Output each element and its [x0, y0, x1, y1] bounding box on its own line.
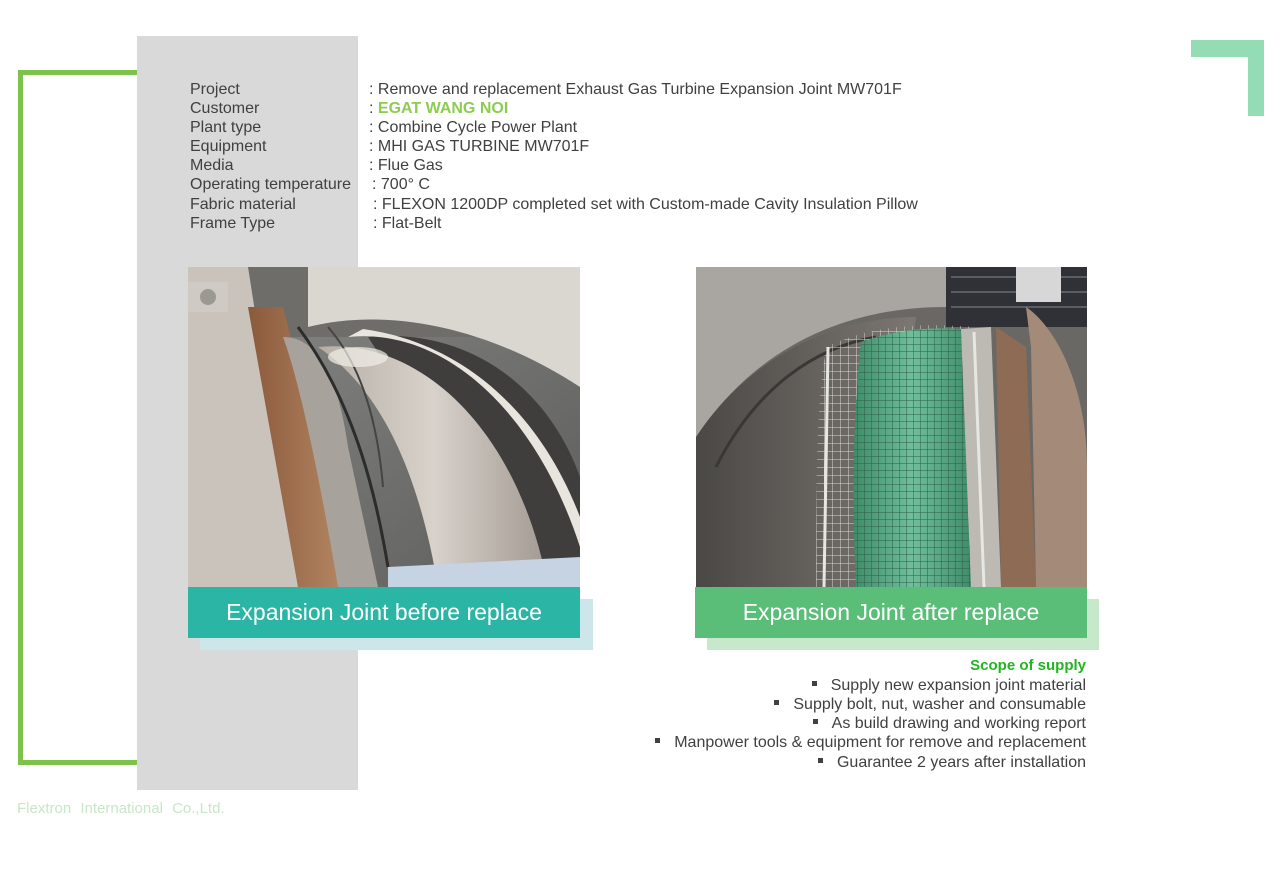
photo-after-replace: [696, 267, 1087, 587]
caption-after-replace: Expansion Joint after replace: [695, 587, 1087, 638]
scope-item: [774, 695, 1086, 714]
spec-label: Fabric material: [190, 196, 296, 213]
scope-item: [818, 753, 1086, 772]
scope-item: [812, 676, 1086, 695]
spec-value: : 700° C: [372, 176, 430, 193]
spec-value: : Remove and replacement Exhaust Gas Turbine Expansion Joint MW701F: [369, 81, 902, 98]
spec-value: [369, 99, 508, 118]
spec-value-prefix: :: [369, 100, 378, 117]
spec-label: Plant type: [190, 119, 262, 136]
spec-value: : FLEXON 1200DP completed set with Custom-made Cavity Insulation Pillow: [373, 196, 918, 213]
company-footer: Flextron International Co.,Ltd.: [17, 800, 225, 817]
spec-label: Frame Type: [190, 215, 276, 232]
spec-value: : Flue Gas: [369, 157, 443, 174]
spec-label: Customer: [190, 100, 260, 117]
photo-before-illustration: [188, 267, 580, 587]
scope-item-text: Supply new expansion joint material: [830, 677, 1086, 694]
scope-item: [813, 714, 1086, 733]
bullet-icon: [655, 738, 660, 743]
photo-before-replace: [188, 267, 580, 587]
scope-item-text: Supply bolt, nut, washer and consumable: [793, 696, 1086, 713]
spec-value: : Flat-Belt: [373, 215, 442, 232]
bullet-icon: [812, 681, 817, 686]
spec-label: Operating temperature: [190, 176, 351, 193]
corner-accent-mark: [1191, 40, 1264, 116]
spec-value: : Combine Cycle Power Plant: [369, 119, 578, 136]
photo-after-illustration: [696, 267, 1087, 587]
spec-label: Equipment: [190, 138, 267, 155]
bullet-icon: [813, 719, 818, 724]
scope-item-text: Guarantee 2 years after installation: [836, 754, 1086, 771]
customer-name-highlight: EGAT WANG NOI: [377, 100, 509, 117]
scope-item: [655, 733, 1086, 752]
caption-before-replace: Expansion Joint before replace: [188, 587, 580, 638]
spec-label: Media: [190, 157, 234, 174]
spec-value: : MHI GAS TURBINE MW701F: [369, 138, 590, 155]
scope-item-text: Manpower tools & equipment for remove and replacement: [674, 734, 1086, 751]
scope-item-text: As build drawing and working report: [831, 715, 1086, 732]
spec-label: Project: [190, 81, 240, 98]
scope-of-supply-title: Scope of supply: [970, 657, 1086, 674]
green-bracket-frame: [18, 70, 138, 765]
bullet-icon: [774, 700, 779, 705]
bullet-icon: [818, 758, 823, 763]
